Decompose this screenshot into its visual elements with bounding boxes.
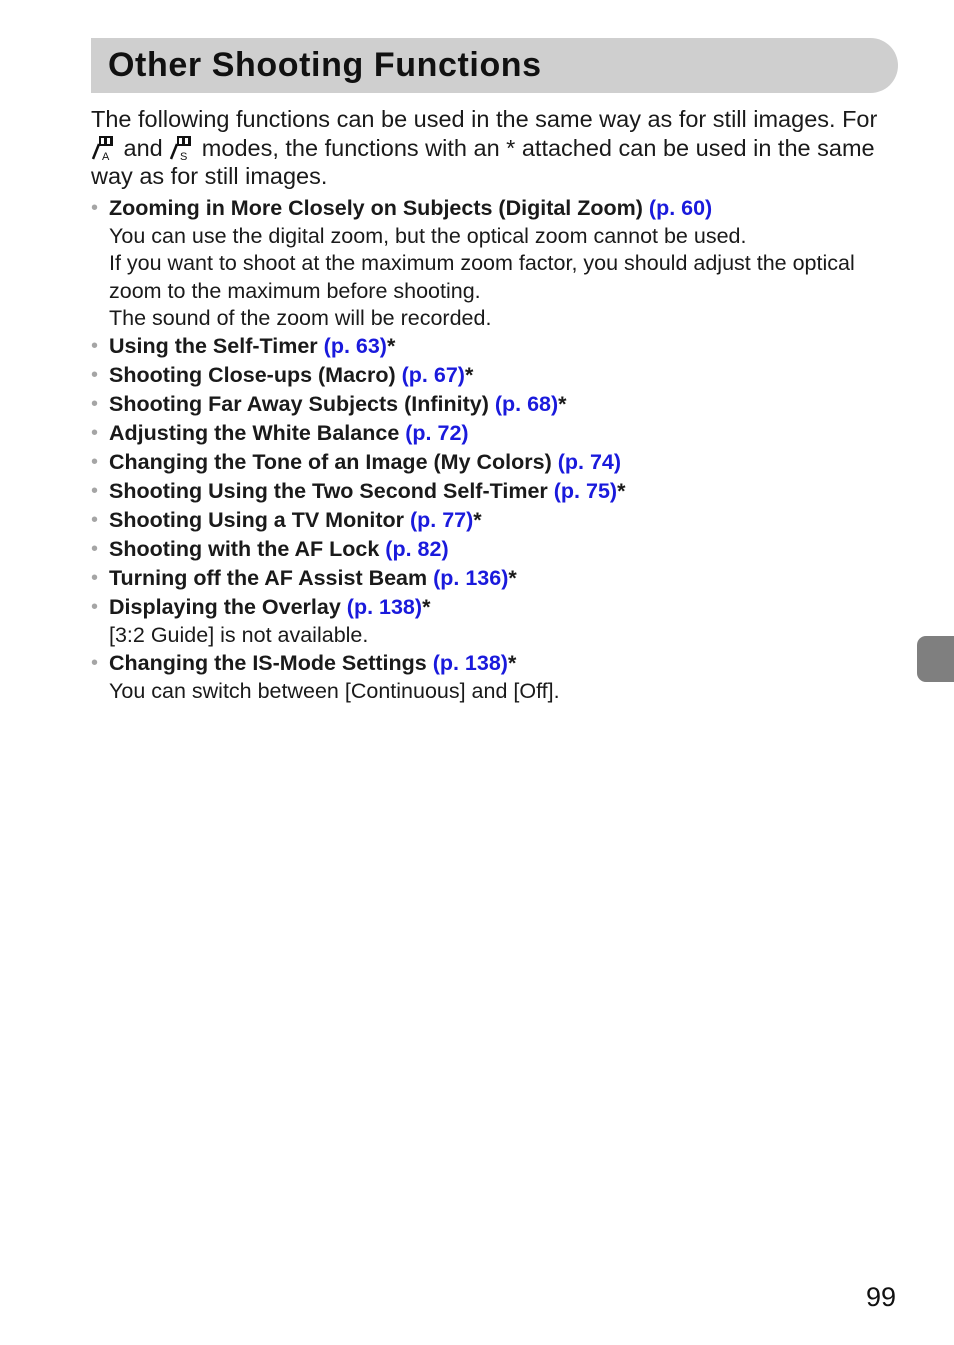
item-title: Shooting with the AF Lock [109, 537, 386, 562]
page-link[interactable]: (p. 77) [409, 508, 474, 533]
item-note: The sound of the zoom will be recorded. [109, 305, 492, 330]
asterisk: * [386, 334, 396, 359]
bullet: • [91, 480, 99, 503]
page-link[interactable]: (p. 60) [648, 196, 713, 220]
intro-paragraph [91, 105, 901, 191]
page-title: Other Shooting Functions [108, 46, 542, 84]
bullet: • [91, 596, 99, 619]
item-title: Turning off the AF Assist Beam [109, 566, 434, 591]
page-link[interactable]: (p. 63) [323, 334, 387, 359]
item-title: Displaying the Overlay [109, 595, 347, 620]
asterisk: * [422, 595, 431, 620]
page-link[interactable]: (p. 72) [405, 421, 469, 446]
svg-text:A: A [102, 150, 110, 161]
item-heading [109, 448, 911, 477]
item-title: Shooting Far Away Subjects (Infinity) [109, 392, 495, 417]
asterisk: * [558, 392, 567, 417]
item-heading [109, 593, 911, 622]
intro-text-3: modes, the functions with an * attached can be used in the same way as for still images. [91, 134, 875, 189]
item-title: Shooting Close-ups (Macro) [109, 363, 402, 388]
asterisk: * [507, 651, 517, 676]
item-heading [109, 390, 911, 419]
asterisk: * [473, 508, 482, 533]
bullet: • [91, 335, 99, 358]
item-heading [109, 506, 911, 535]
bullet: • [91, 451, 99, 474]
page-link[interactable]: (p. 74) [557, 450, 622, 475]
item-title: Zooming in More Closely on Subjects (Digital Zoom) [109, 196, 649, 220]
bullet: • [91, 364, 99, 387]
list-item-macro [91, 361, 911, 390]
page-link[interactable]: (p. 82) [385, 537, 449, 562]
function-list [91, 194, 911, 706]
item-heading [109, 535, 911, 564]
bullet: • [91, 509, 99, 532]
list-item-overlay [91, 593, 911, 649]
movie-standard-icon [91, 135, 117, 161]
item-title: Changing the Tone of an Image (My Colors) [109, 450, 558, 475]
item-heading [109, 564, 911, 593]
item-note: If you want to shoot at the maximum zoom factor, you should adjust the optical zoom to the maximum before shooting. [109, 251, 855, 303]
asterisk: * [464, 363, 474, 388]
list-item-white-balance [91, 419, 911, 448]
list-item-digital-zoom [91, 194, 911, 332]
page-number: 99 [866, 1282, 897, 1312]
page-link[interactable]: (p. 138) [346, 595, 423, 620]
title-bar [91, 38, 898, 93]
movie-compact-icon [169, 135, 195, 161]
item-note: [3:2 Guide] is not available. [109, 623, 369, 648]
page-link[interactable]: (p. 75) [553, 479, 618, 504]
item-title: Shooting Using the Two Second Self-Timer [109, 479, 554, 504]
item-note: You can use the digital zoom, but the optical zoom cannot be used. [109, 224, 747, 248]
intro-text-2: and [117, 134, 170, 161]
page-link[interactable]: (p. 68) [494, 392, 559, 417]
bullet: • [91, 567, 99, 590]
item-note: You can switch between [Continuous] and [Off]. [109, 679, 560, 704]
list-item-af-lock [91, 535, 911, 564]
item-title: Using the Self-Timer [109, 334, 324, 359]
list-item-two-second-timer [91, 477, 911, 506]
item-title: Changing the IS-Mode Settings [109, 651, 433, 676]
asterisk: * [617, 479, 626, 504]
bullet: • [91, 652, 99, 675]
item-title: Adjusting the White Balance [109, 421, 406, 446]
page-link[interactable]: (p. 136) [433, 566, 509, 591]
list-item-self-timer [91, 332, 911, 361]
chapter-tab [917, 636, 954, 682]
bullet: • [91, 393, 99, 416]
intro-text-1: The following functions can be used in the same way as for still images. For [91, 106, 878, 132]
list-item-infinity [91, 390, 911, 419]
item-heading [109, 194, 911, 223]
bullet: • [91, 538, 99, 561]
item-heading [109, 649, 911, 678]
item-title: Shooting Using a TV Monitor [109, 508, 410, 533]
list-item-is-mode [91, 649, 911, 705]
item-heading [109, 361, 911, 390]
page-link[interactable]: (p. 67) [401, 363, 465, 388]
item-heading [109, 477, 911, 506]
item-heading [109, 332, 911, 361]
svg-text:S: S [180, 150, 188, 161]
item-heading [109, 419, 911, 448]
page-link[interactable]: (p. 138) [432, 651, 508, 676]
asterisk: * [508, 566, 517, 591]
bullet: • [91, 197, 99, 219]
list-item-my-colors [91, 448, 911, 477]
list-item-tv-monitor [91, 506, 911, 535]
bullet: • [91, 422, 99, 445]
list-item-af-assist-beam [91, 564, 911, 593]
